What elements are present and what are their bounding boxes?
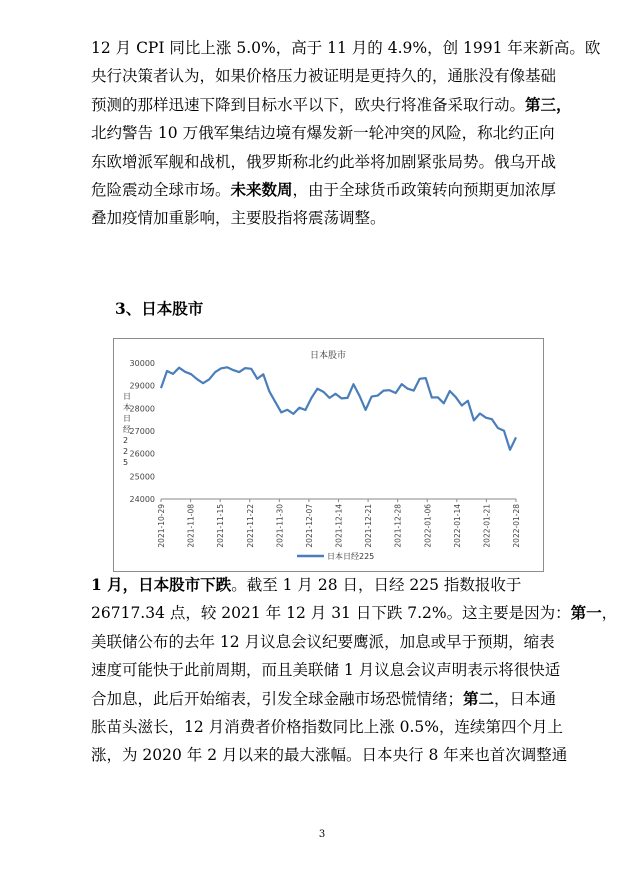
text-line — [91, 571, 557, 599]
text-line — [91, 204, 557, 232]
x-tick-label: 2021-11-15 — [216, 504, 226, 548]
text-segment: 涨，为 2020 年 2 月以来的最大涨幅。日本央行 8 年来也首次调整通 — [91, 746, 568, 765]
paragraph-top — [91, 34, 601, 233]
x-tick-label: 2021-11-08 — [186, 504, 196, 548]
text-segment: 胀苗头滋长，12 月消费者价格指数同比上涨 0.5%，连续第四个月上 — [91, 717, 563, 736]
y-tick-label: 28000 — [129, 404, 155, 414]
x-tick-label: 2021-11-22 — [245, 504, 255, 548]
series-line-nikkei225 — [161, 367, 516, 450]
x-tick-label: 2022-01-21 — [482, 504, 492, 548]
text-segment: ，日本通 — [494, 689, 557, 708]
text-segment: ， — [601, 604, 618, 623]
page-number: 3 — [318, 829, 326, 840]
chart-frame — [113, 338, 544, 572]
text-line — [91, 741, 568, 769]
text-segment: 北约警告 10 万俄军集结边境有爆发新一轮冲突的风险，称北约正向 — [91, 124, 555, 143]
text-segment: 12 月 CPI 同比上涨 5.0%，高于 11 月的 4.9%，创 1991 年来新高。欧 — [91, 39, 601, 57]
x-tick-label: 2021-11-30 — [275, 504, 285, 548]
y-tick-label: 26000 — [129, 449, 155, 459]
legend-label: 日本日经225 — [327, 552, 375, 561]
text-line — [91, 599, 618, 627]
bold-text: 未来数周 — [230, 179, 293, 199]
bold-text: 第三， — [525, 94, 572, 114]
text-segment: 26717.34 点，较 2021 年 12 月 31 日下跌 7.2%。这主要是因为： — [91, 604, 571, 623]
text-segment: 叠加疫情加重影响，主要股指将震荡调整。 — [91, 209, 386, 228]
text-segment: 美联储公布的去年 12 月议息会议纪要鹰派，加息或早于预期，缩表 — [91, 632, 555, 651]
bold-text: 1 月，日本股市下跌 — [91, 575, 232, 594]
chart-title: 日本股市 — [309, 351, 347, 361]
x-tick-label: 2021-12-28 — [393, 504, 403, 548]
x-tick-label: 2021-12-21 — [364, 504, 374, 548]
y-tick-label: 25000 — [129, 472, 155, 482]
y-axis-label: 日本日经 2 2 5 — [123, 392, 131, 467]
text-segment: 。截至 1 月 28 日，日经 225 指数报收于 — [231, 576, 522, 594]
text-segment: 危险震动全球市场。 — [91, 180, 231, 199]
x-tick-label: 2021-12-07 — [304, 504, 314, 548]
y-tick-label: 29000 — [129, 381, 155, 391]
bold-text: 第二 — [463, 688, 495, 708]
x-tick-label: 2022-01-28 — [512, 504, 521, 548]
text-segment: 速度可能快于此前周期，而且美联储 1 月议息会议声明表示将很快适 — [91, 661, 561, 680]
y-tick-label: 30000 — [129, 359, 155, 368]
x-tick-label: 2021-10-29 — [157, 504, 166, 548]
bold-text: 第一 — [570, 603, 602, 623]
text-line — [91, 119, 557, 147]
text-line — [91, 656, 561, 684]
text-segment: 预测的那样迅速下降到目标水平以下，欧央行将准备采取行动。 — [91, 95, 526, 114]
text-segment: ，由于全球货币政策转向预期更加浓厚 — [292, 180, 557, 199]
text-line — [91, 91, 572, 119]
x-tick-label: 2021-12-14 — [334, 504, 344, 548]
text-line — [91, 148, 557, 176]
text-line — [91, 628, 557, 656]
text-segment: 合加息，此后开始缩表，引发全球金融市场恐慌情绪； — [91, 689, 464, 708]
text-line — [91, 176, 557, 204]
x-tick-label: 2022-01-14 — [452, 504, 462, 548]
text-line — [91, 34, 601, 62]
paragraph-bottom — [91, 571, 618, 770]
text-line — [91, 713, 563, 741]
nikkei-line-chart — [114, 339, 543, 571]
y-tick-label: 24000 — [129, 495, 155, 504]
text-segment: 东欧增派军舰和战机，俄罗斯称北约此举将加剧紧张局势。俄乌开战 — [91, 152, 557, 171]
x-tick-label: 2022-01-06 — [423, 504, 433, 548]
text-segment: 央行决策者认为，如果价格压力被证明是更持久的，通胀没有像基础 — [91, 67, 557, 86]
text-line — [91, 62, 557, 90]
y-tick-label: 27000 — [129, 427, 155, 436]
section-heading: 3、日本股市 — [115, 299, 204, 318]
text-line — [91, 685, 557, 713]
